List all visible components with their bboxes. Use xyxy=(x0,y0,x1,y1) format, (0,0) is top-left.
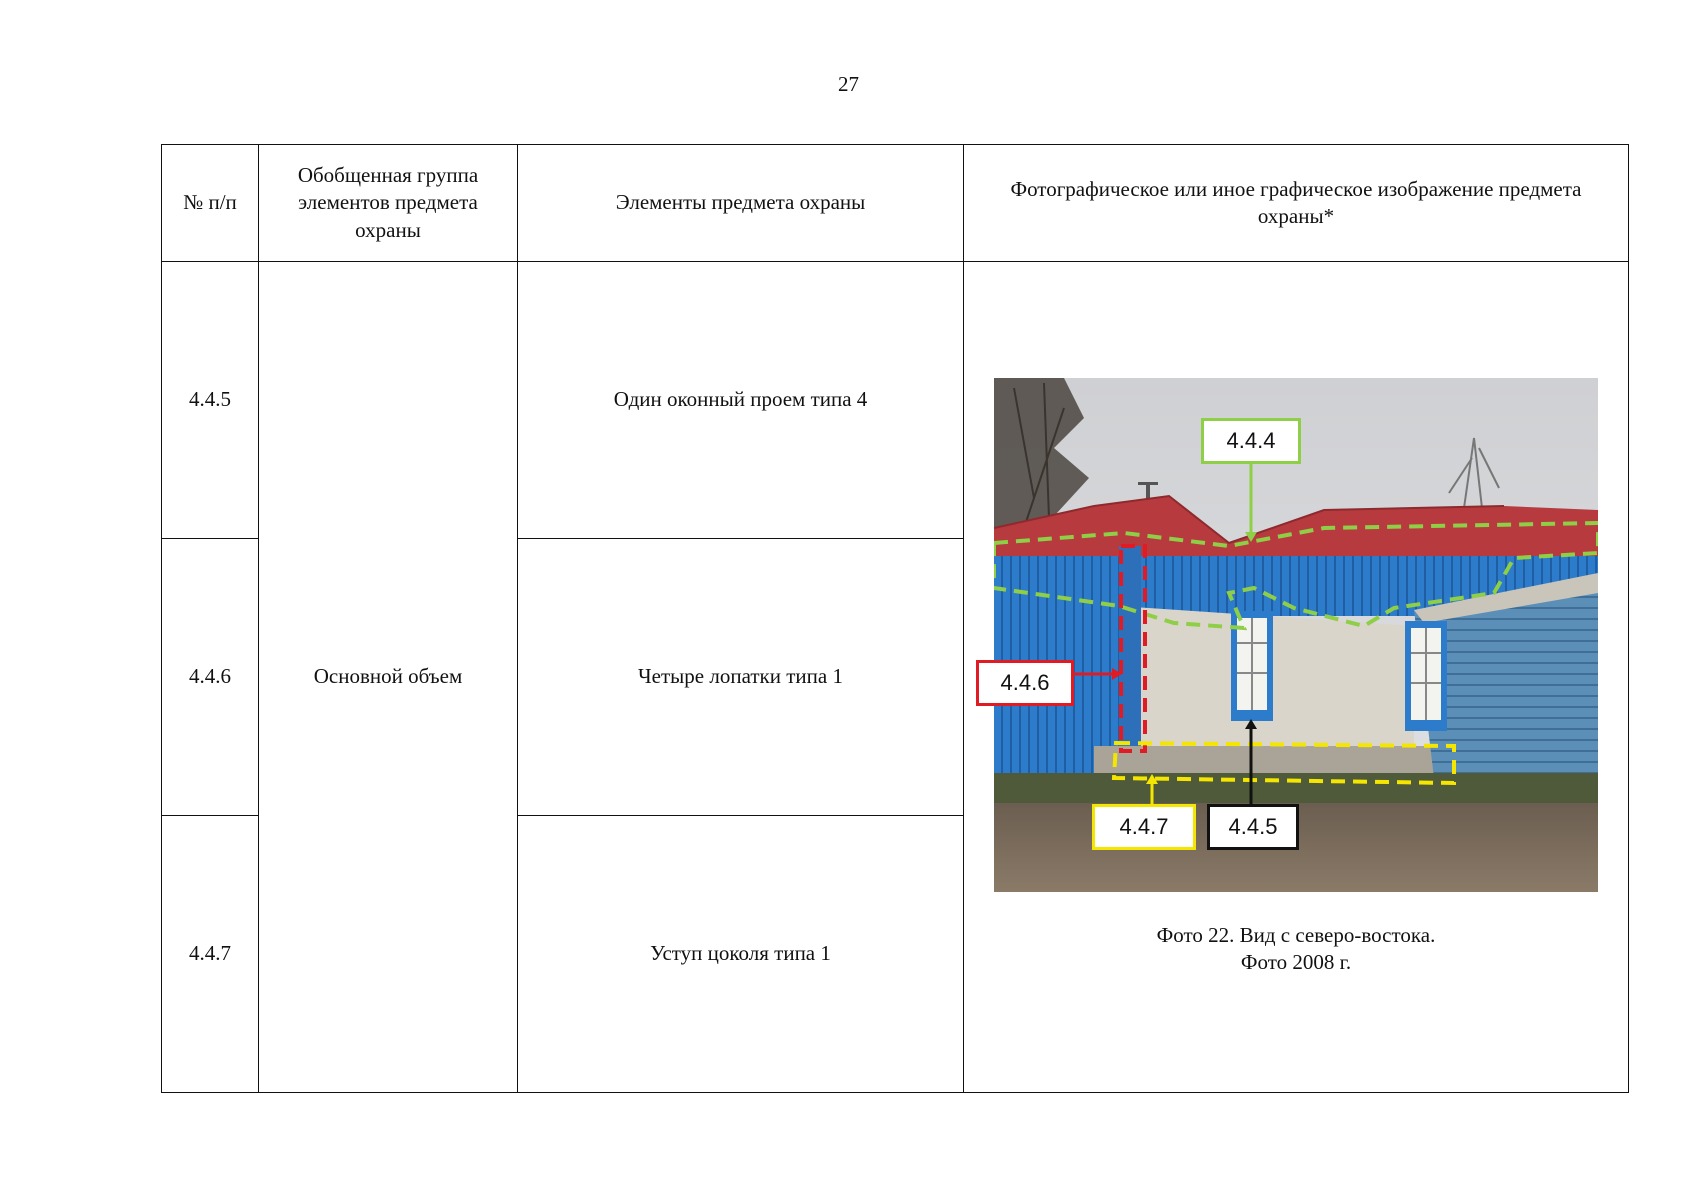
photo-figure xyxy=(994,378,1598,977)
row-number: 4.4.7 xyxy=(162,816,259,1093)
callout-4-4-5: 4.4.5 xyxy=(1207,804,1299,850)
caption-line-2: Фото 2008 г. xyxy=(1240,950,1352,974)
protection-subject-table xyxy=(161,144,1629,1093)
callout-4-4-7: 4.4.7 xyxy=(1092,804,1196,850)
header-group: Обобщенная группа элементов предмета охраны xyxy=(259,145,518,262)
element-cell: Один оконный проем типа 4 xyxy=(518,262,964,539)
callout-4-4-6: 4.4.6 xyxy=(976,660,1074,706)
header-number: № п/п xyxy=(162,145,259,262)
header-image: Фотографическое или иное графическое изображение предмета охраны* xyxy=(964,145,1629,262)
header-elements: Элементы предмета охраны xyxy=(518,145,964,262)
page-number: 27 xyxy=(838,72,859,96)
row-number: 4.4.6 xyxy=(162,539,259,816)
element-cell: Уступ цоколя типа 1 xyxy=(518,816,964,1093)
table-row xyxy=(162,262,1629,539)
table-header-row xyxy=(162,145,1629,262)
callout-4-4-4: 4.4.4 xyxy=(1201,418,1301,464)
element-cell: Четыре лопатки типа 1 xyxy=(518,539,964,816)
group-cell: Основной объем xyxy=(259,262,518,1093)
photo-caption xyxy=(994,922,1598,977)
row-number: 4.4.5 xyxy=(162,262,259,539)
caption-line-1: Фото 22. Вид с северо-востока. xyxy=(1156,922,1436,947)
image-cell xyxy=(964,262,1629,1093)
